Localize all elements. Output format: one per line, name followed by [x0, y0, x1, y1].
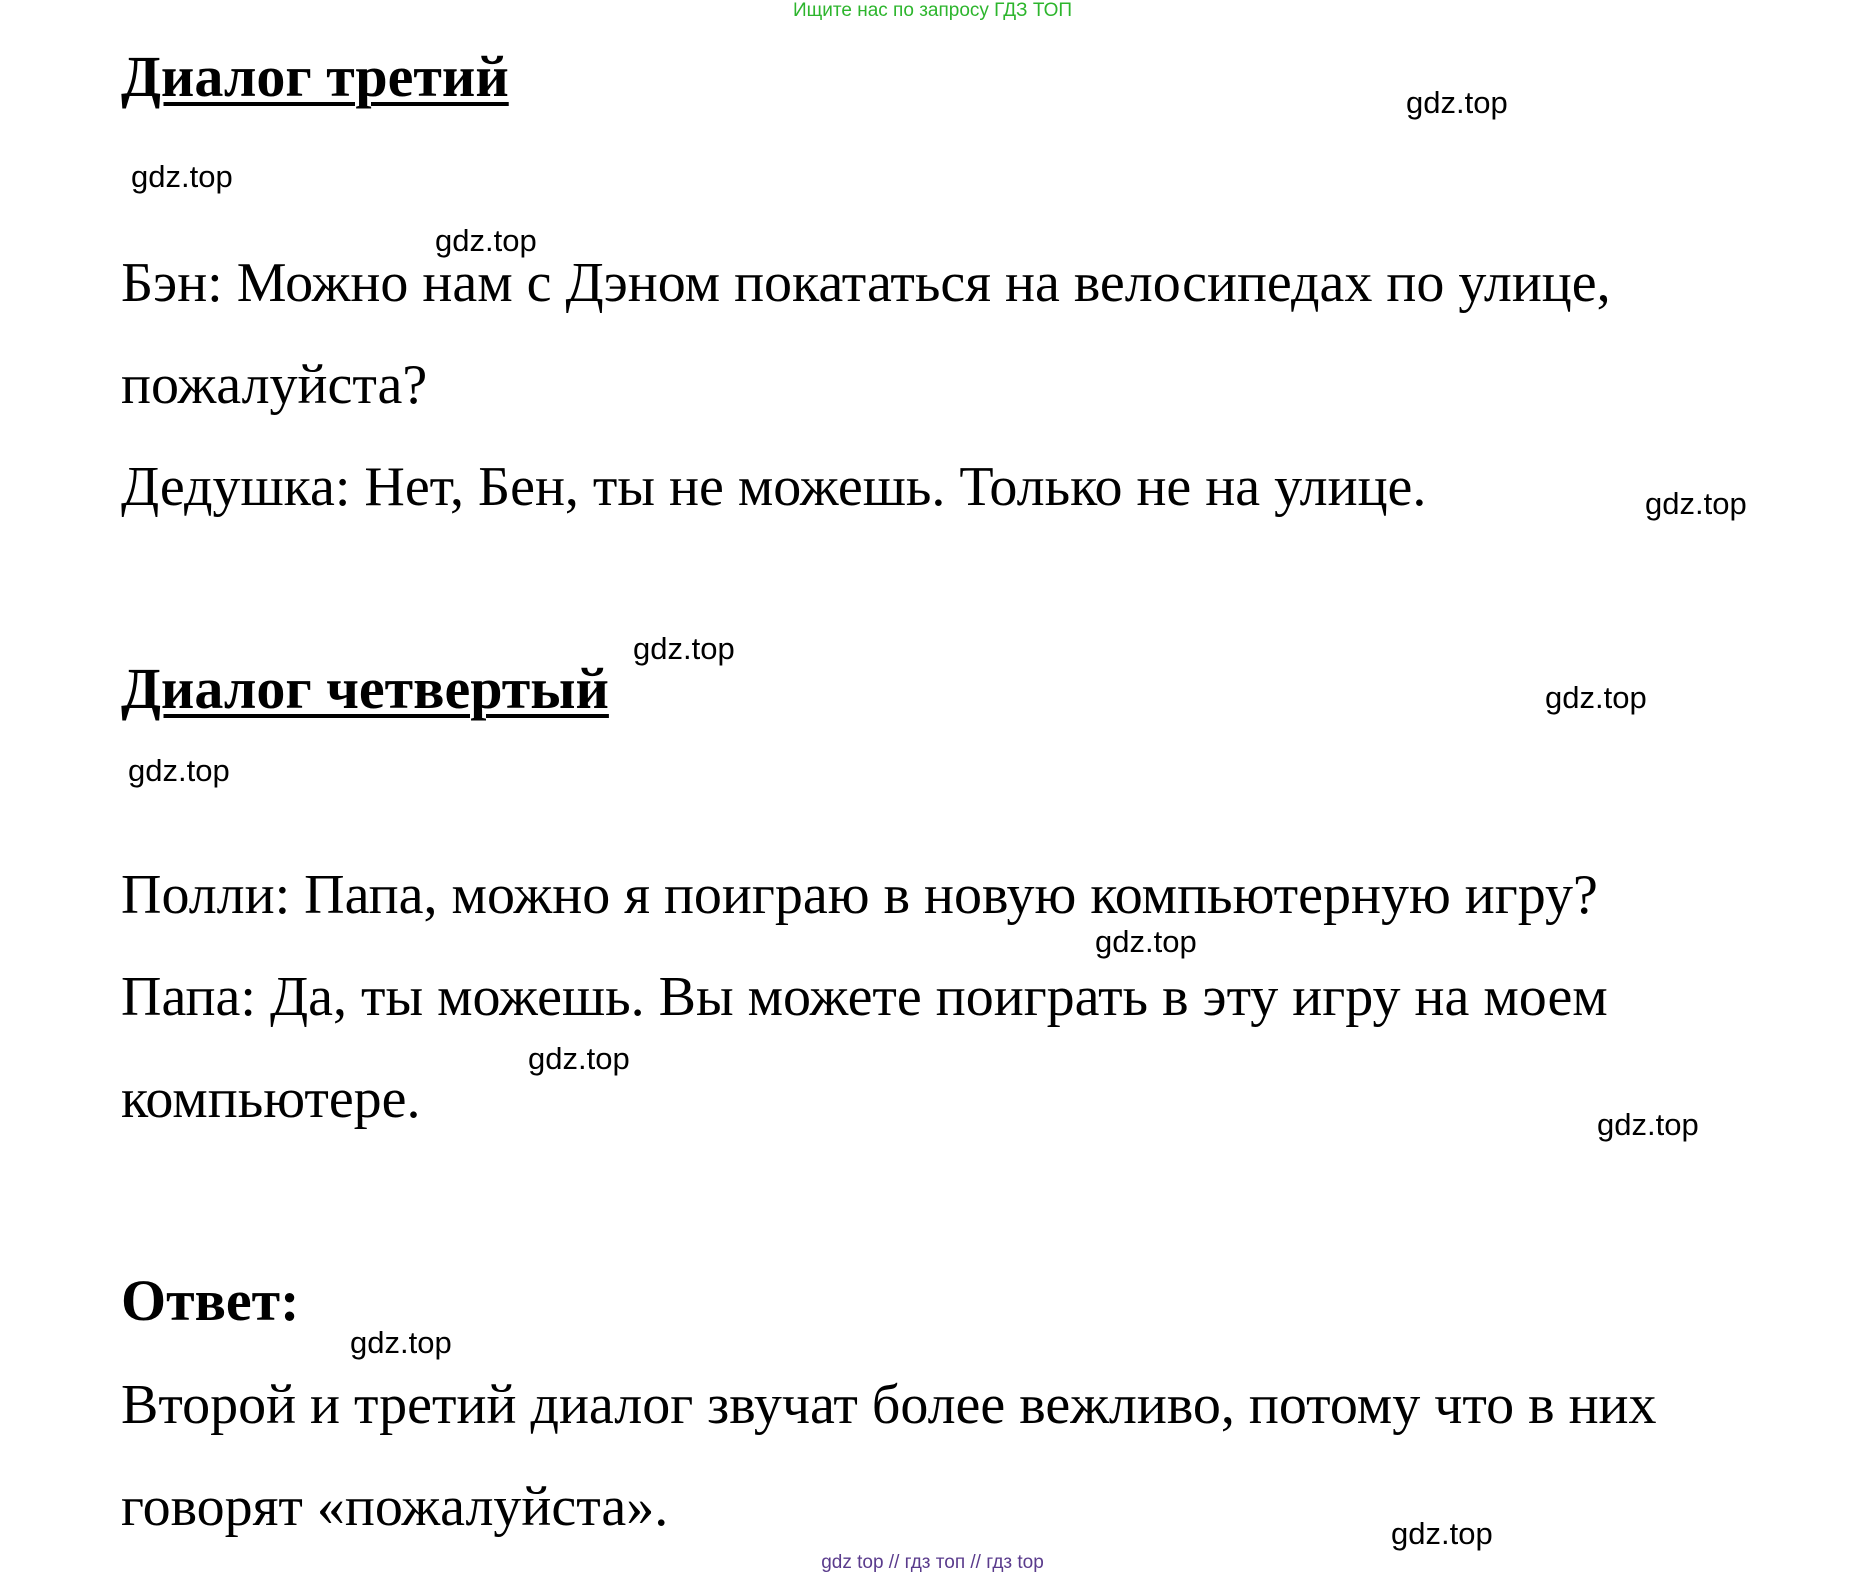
answer-title: Ответ: — [121, 1268, 300, 1333]
watermark: gdz.top — [528, 1041, 630, 1076]
answer-line-2: говорят «пожалуйста». — [121, 1476, 669, 1538]
watermark: gdz.top — [128, 753, 230, 788]
watermark: gdz.top — [633, 631, 735, 666]
watermark: gdz.top — [1391, 1516, 1493, 1551]
dialog-4-line-2: Папа: Да, ты можешь. Вы можете поиграть в эту игру на моем — [121, 966, 1608, 1028]
watermark: gdz.top — [350, 1325, 452, 1360]
footer-links: gdz top // гдз топ // гдз top — [821, 1552, 1044, 1573]
watermark: gdz.top — [1406, 85, 1508, 120]
search-promo: Ищите нас по запросу ГДЗ ТОП — [792, 0, 1073, 21]
dialog-4-line-1: Полли: Папа, можно я поиграю в новую компьютерную игру? — [121, 864, 1598, 926]
watermark: gdz.top — [1095, 924, 1197, 959]
watermark: gdz.top — [1645, 486, 1747, 521]
watermark: gdz.top — [435, 223, 537, 258]
dialog-4-line-3: компьютере. — [121, 1068, 421, 1130]
dialog-3-line-3: Дедушка: Нет, Бен, ты не можешь. Только не на улице. — [121, 456, 1427, 518]
answer-line-1: Второй и третий диалог звучат более вежливо, потому что в них — [121, 1374, 1657, 1436]
dialog-3-line-1: Бэн: Можно нам с Дэном покататься на велосипедах по улице, — [121, 252, 1611, 314]
dialog-3-title: Диалог третий — [121, 44, 509, 109]
watermark: gdz.top — [1545, 680, 1647, 715]
dialog-4-title: Диалог четвертый — [121, 656, 609, 721]
dialog-3-line-2: пожалуйста? — [121, 354, 428, 416]
watermark: gdz.top — [131, 159, 233, 194]
watermark: gdz.top — [1597, 1107, 1699, 1142]
